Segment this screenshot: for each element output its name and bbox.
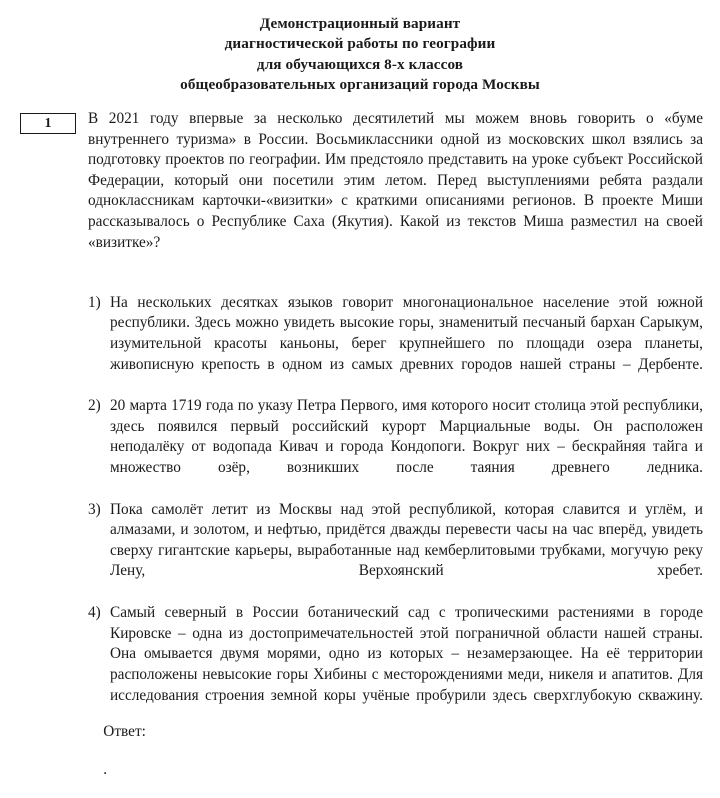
question-stem: В 2021 году впервые за несколько десятилетий мы можем вновь говорить о «буме внутреннего туризма» в России. Восьмиклассники одной из московских школ взялись за подготовку проектов по географии. Им предстояло представить на уроке субъект Российской Федерации, который они посетили этим летом. Перед выступлениями ребята раздали одноклассникам карточки-«визитки» с краткими описаниями регионов. В проекте Миши рассказывалось о Республике Саха (Якутия). Какой из текстов Миша разместил на своей «визитке»? — [88, 110, 703, 251]
option-text-2: 20 марта 1719 года по указу Петра Первого, имя которого носит столица этой республики, здесь появился первый российский курорт Марциальные воды. Он расположен неподалёку от водопада Кивач и города Кондопоги. Вокруг них – бескрайняя тайга и множество озёр, возникших после таяния древнего ледника. — [110, 397, 703, 476]
document-title — [0, 14, 720, 95]
answer-option-1[interactable] — [88, 293, 703, 396]
answer-option-2[interactable] — [88, 396, 703, 499]
option-marker-2: 2) — [88, 397, 101, 415]
option-marker-1: 1) — [88, 293, 101, 311]
answer-row — [88, 703, 703, 798]
option-text-4: Самый северный в России ботанический сад с тропическими растениями в городе Кировске – одна из достопримечательностей этой пограничной области нашей страны. Она омывается двумя морями, одно из которых – незамерзающее. На её территории расположены невысокие горы Хибины с месторождениями меди, никеля и апатитов. Для исследования строения земной коры учёные пробурили здесь сверхглубокую скважину. — [110, 604, 703, 704]
answer-options-list — [88, 293, 703, 727]
answer-label: Ответ: — [103, 723, 146, 740]
option-marker-4: 4) — [88, 604, 101, 622]
title-line-3: для обучающихся 8-х классов — [256, 55, 464, 73]
title-line-4: общеобразовательных организаций города Москвы — [180, 75, 540, 93]
option-marker-3: 3) — [88, 500, 101, 518]
title-line-1: Демонстрационный вариант — [259, 15, 461, 32]
answer-option-3[interactable] — [88, 500, 703, 603]
question-number-box — [20, 113, 76, 134]
question-number-label: 1 — [44, 115, 52, 131]
title-line-2: диагностической работы по географии — [224, 35, 496, 53]
question-body — [88, 109, 703, 727]
option-text-3: Пока самолёт летит из Москвы над этой республикой, которая славится и углём, и алмазами, и золотом, и нефтью, придётся дважды перевести часы на час вперёд, увидеть сверху гигантские карьеры, выработанные над кемберлитовыми трубками, могучую реку Лену, Верхоянский хребет. — [110, 500, 703, 580]
answer-terminator: . — [103, 761, 108, 778]
option-text-1: На нескольких десятках языков говорит многонациональное население этой южной республики. Здесь можно увидеть высокие горы, знаменитый песчаный бархан Сарыкум, изумительной красоты каньоны, берег крупнейшего по площади озера планеты, живописную крепость в одном из самых древних городов нашей страны – Дербенте. — [110, 293, 703, 373]
